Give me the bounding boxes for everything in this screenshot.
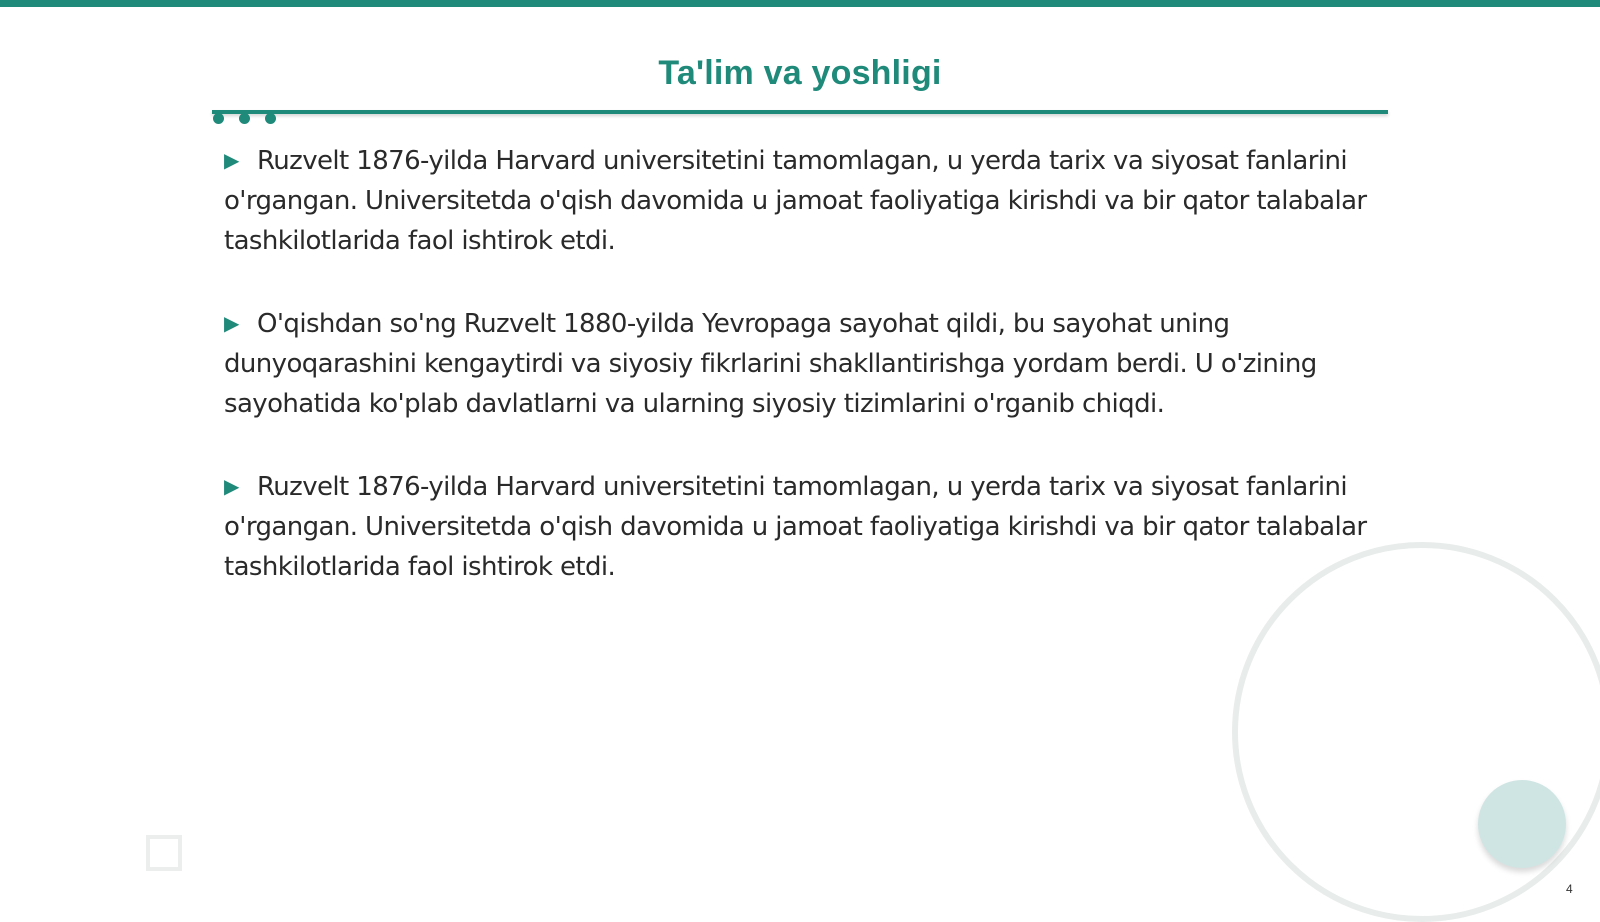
paragraph-text: Ruzvelt 1876-yilda Harvard universitetini tamomlagan, u yerda tarix va siyosat fanlarini o'rgangan. Universitetda o'qish davomida u jamoat faoliyatiga kirishdi va bir qator talabalar tashkilotlarida faol ishtirok etdi. [224,146,1367,256]
play-triangle-icon: ▶ [224,148,239,172]
bullet-paragraph-3 [224,466,1384,587]
paragraph-text: Ruzvelt 1876-yilda Harvard universitetini tamomlagan, u yerda tarix va siyosat fanlarini o'rgangan. Universitetda o'qish davomida u jamoat faoliyatiga kirishdi va bir qator talabalar tashkilotlarida faol ishtirok etdi. [224,472,1367,582]
decorative-square [146,835,182,871]
bullet-paragraph-1 [224,140,1384,261]
decorative-dot [213,113,224,124]
decorative-dot [265,113,276,124]
bullet-paragraph-2 [224,303,1384,424]
decorative-dot [239,113,250,124]
slide-body [224,140,1384,629]
title-underline [212,110,1388,114]
top-accent-bar [0,0,1600,7]
paragraph-text: O'qishdan so'ng Ruzvelt 1880-yilda Yevropaga sayohat qildi, bu sayohat uning dunyoqarashini kengaytirdi va siyosiy fikrlarini shakllantirishga yordam berdi. U o'zining sayohatida ko'plab davlatlarni va ularning siyosiy tizimlarini o'rganib chiqdi. [224,309,1317,419]
page-number: 4 [1566,882,1573,896]
play-triangle-icon: ▶ [224,311,239,335]
slide-title: Ta'lim va yoshligi [658,54,942,92]
decorative-bubble [1478,780,1566,868]
play-triangle-icon: ▶ [224,474,239,498]
decorative-ring [1232,542,1600,922]
